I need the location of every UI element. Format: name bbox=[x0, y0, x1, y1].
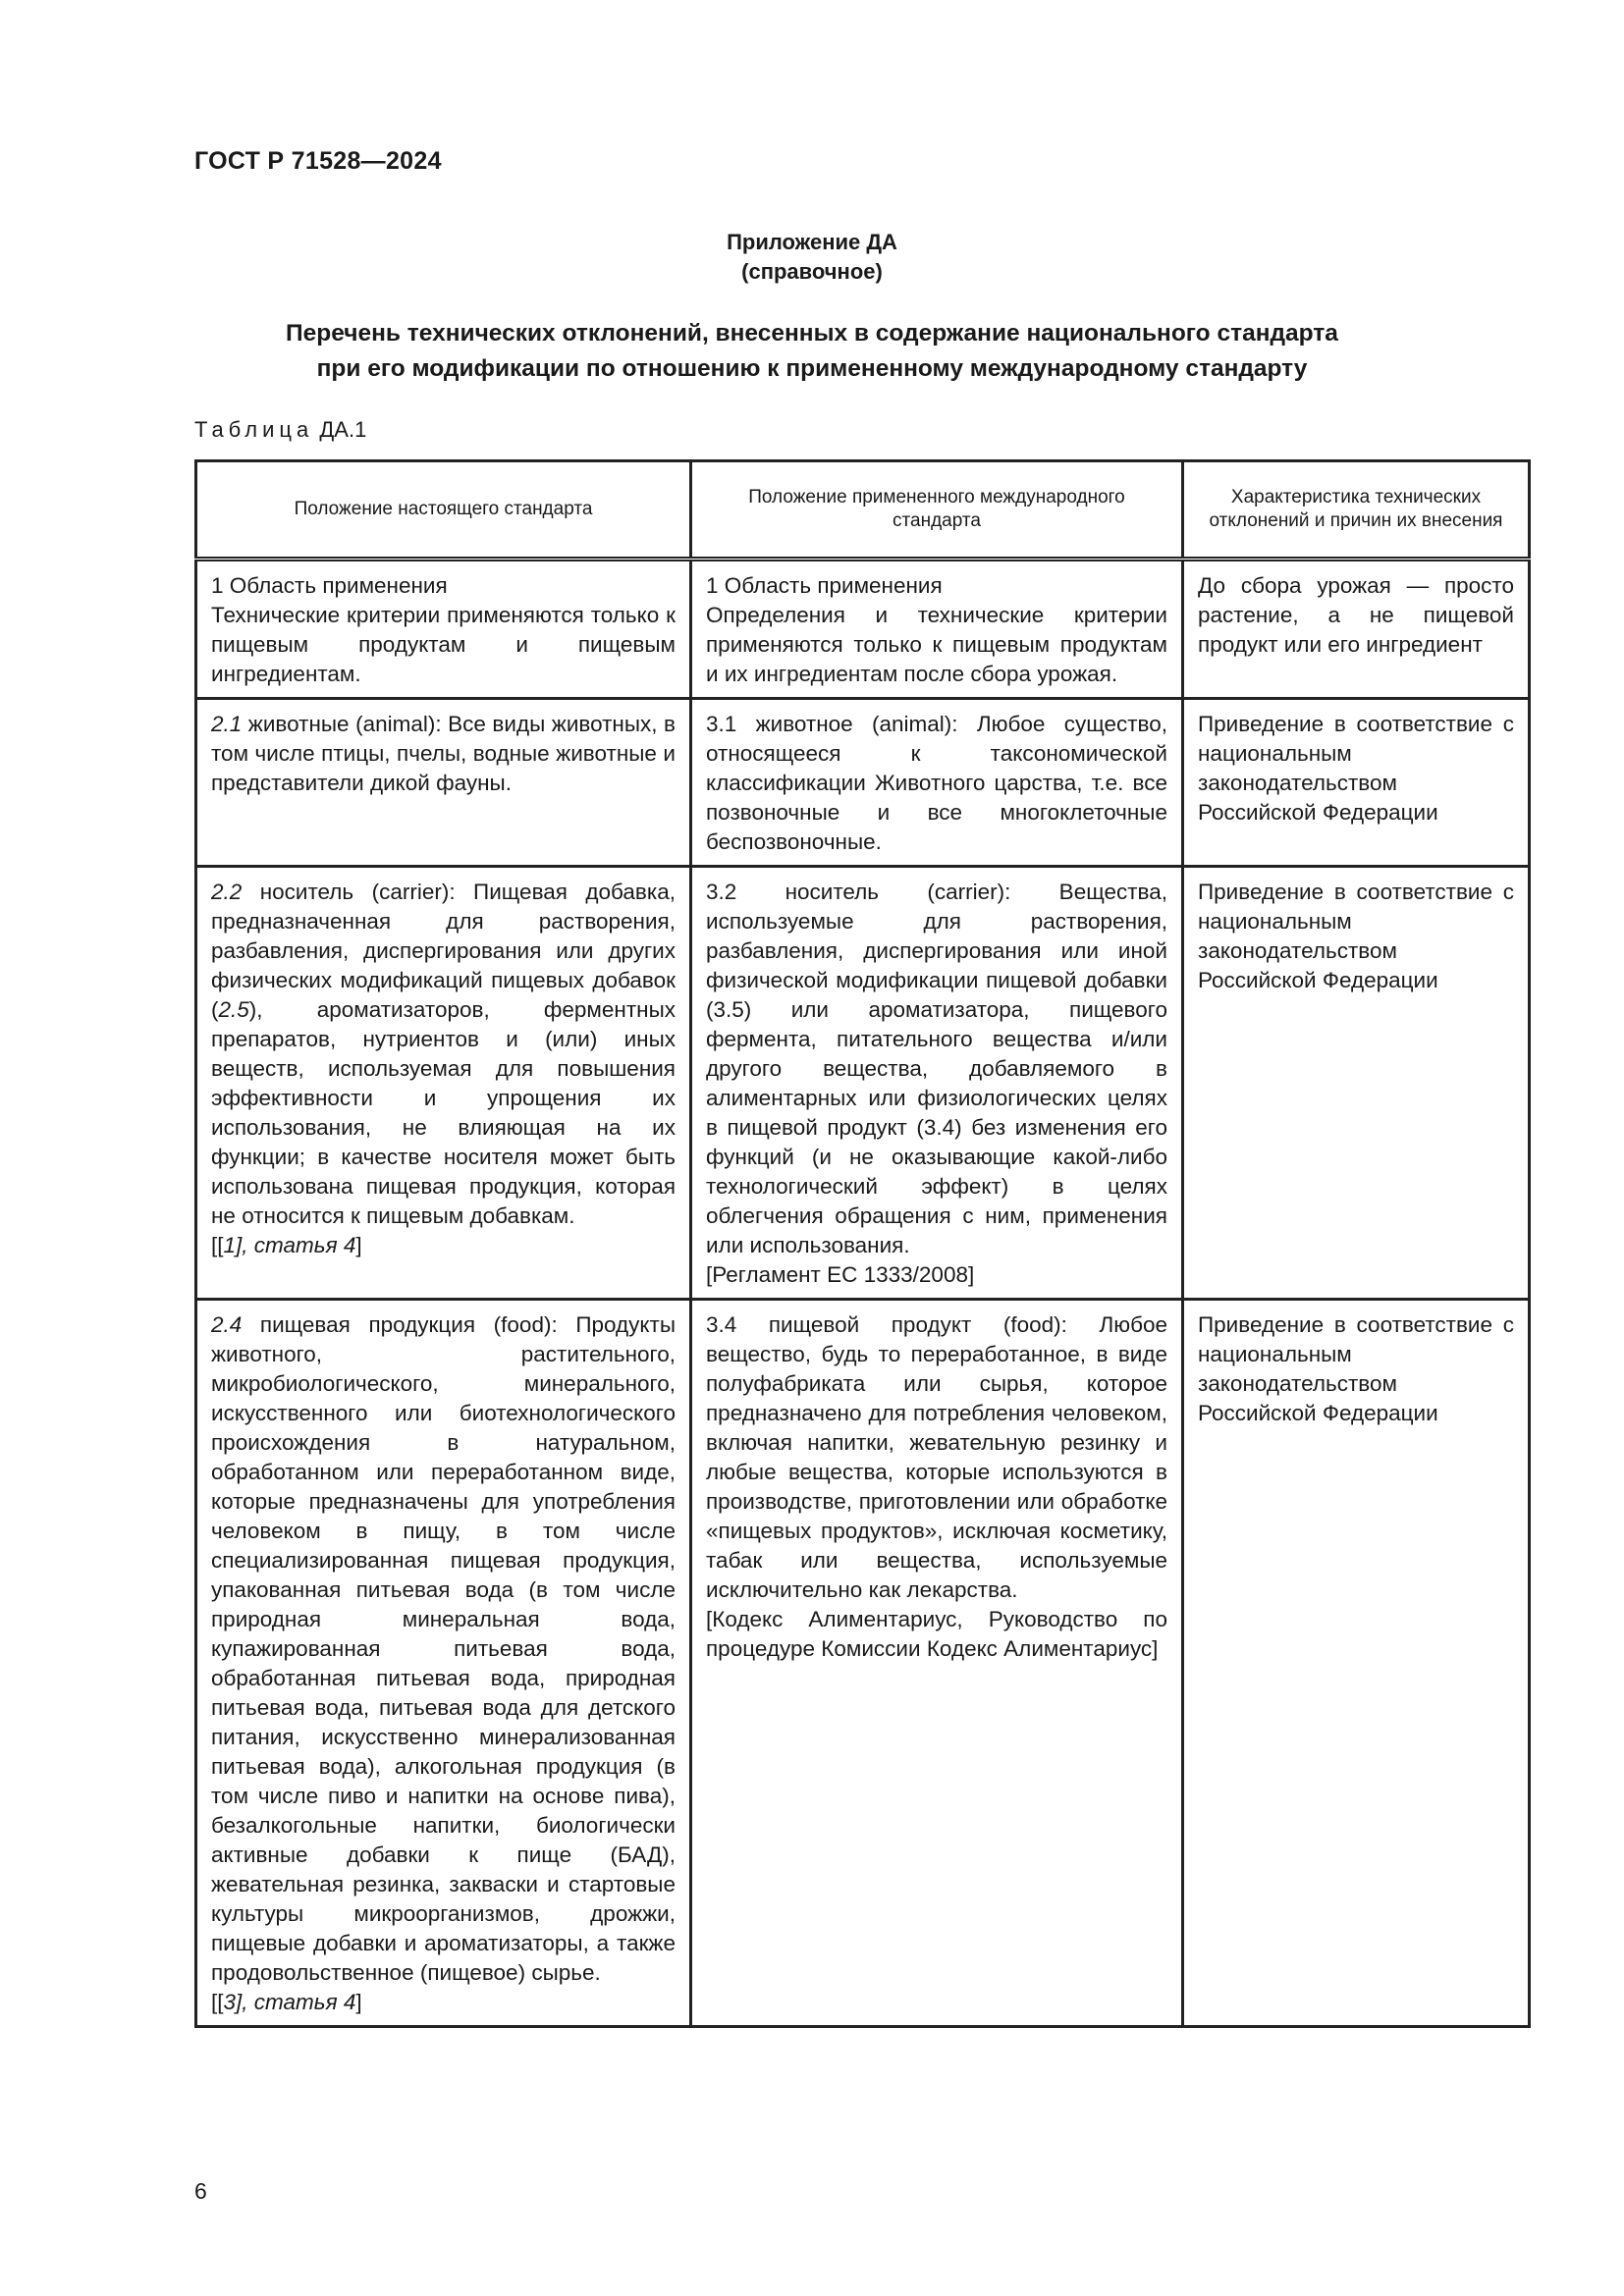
annex-title: Приложение ДА bbox=[727, 230, 897, 254]
citation-reference: 3], статья 4 bbox=[223, 1990, 356, 2014]
cell-text: 1 Область применения bbox=[706, 573, 943, 598]
clause-number: 2.1 bbox=[211, 712, 243, 736]
heading-line-1: Перечень технических отклонений, внесенных в содержание национального стандарта bbox=[286, 320, 1338, 347]
page-number: 6 bbox=[194, 2178, 207, 2204]
table-row bbox=[196, 867, 1530, 1300]
cell-national bbox=[196, 560, 691, 699]
cell-national bbox=[196, 1300, 691, 2027]
cross-reference: 2.5 bbox=[218, 997, 249, 1022]
clause-text: ), ароматизаторов, ферментных препаратов, нутриентов и (или) иных веществ, используемая для повышения эффективности и упрощения их использования, не влияющая на их функции; в качестве носителя может быть использована пищевая продукция, которая не относится к пищевым добавкам. bbox=[211, 997, 676, 1228]
citation-reference: 1], статья 4 bbox=[223, 1233, 356, 1257]
clause-text: пищевая продукция (food): Продукты животного, растительного, микробиологического, минерального, искусственного или биотехнологического происхождения в натуральном, обработанном или переработанном виде, которые предназначены для употребления человеком в пищу, в том числе специализированная пищевая продукция, упакованная питьевая вода (в том числе природная минеральная вода, купажированная питьевая вода, обработанная питьевая вода, природная питьевая вода, питьевая вода для детского питания, искусственно минерализованная питьевая вода), алкогольная продукция (в том числе пиво и напитки на основе пива), безалкогольные напитки, биологически активные добавки к пище (БАД), жевательная резинка, закваски и стартовые культуры микроорганизмов, дрожжи, пищевые добавки и ароматизаторы, а также продовольственное (пищевое) сырье. bbox=[211, 1312, 676, 1985]
cell-international bbox=[691, 867, 1183, 1300]
cell-deviation bbox=[1183, 867, 1530, 1300]
cell-text bbox=[211, 878, 676, 1231]
table-label-number: ДА.1 bbox=[319, 417, 367, 442]
cell-text bbox=[211, 1310, 676, 1988]
cell-international bbox=[691, 1300, 1183, 2027]
table-label-word: Таблица bbox=[194, 417, 314, 442]
table-row bbox=[196, 560, 1530, 699]
cell-deviation bbox=[1183, 699, 1530, 867]
cell-text: [Кодекс Алиментариус, Руководство по процедуре Комиссии Кодекс Алиментариус] bbox=[706, 1607, 1167, 1661]
clause-text: животные (animal): Все виды животных, в том числе птицы, пчелы, водные животные и представители дикой фауны. bbox=[211, 712, 676, 795]
clause-number: 2.4 bbox=[211, 1312, 243, 1337]
heading-line-2: при его модификации по отношению к примененному международному стандарту bbox=[316, 355, 1308, 382]
table-header-row bbox=[196, 461, 1530, 560]
cell-text: Приведение в соответствие с национальным законодательством Российской Федерации bbox=[1198, 1312, 1514, 1425]
cell-text: 3.2 носитель (carrier): Вещества, используемые для растворения, разбавления, диспергирования или иной физической модификации пищевой добавки (3.5) или ароматизатора, пищевого фермента, питательного вещества и/или другого вещества, добавляемого в алиментарных или физиологических целях в пищевой продукт (3.4) без изменения его функций (и не оказывающие какой-либо технологический эффект) в целях облегчения обращения с ним, применения или использования. bbox=[706, 880, 1167, 1257]
cell-text: Определения и технические критерии применяются только к пищевым продуктам и их ингредиентам после сбора урожая. bbox=[706, 603, 1167, 686]
clause-text: носитель (carrier): Пищевая добавка, предназначенная для растворения, разбавления, диспергирования или других физических модификаций пищевых добавок ( bbox=[211, 880, 676, 1022]
citation: [[3], статья 4] bbox=[211, 1990, 362, 2014]
cell-text bbox=[211, 710, 676, 798]
citation: [[1], статья 4] bbox=[211, 1233, 362, 1257]
annex-header bbox=[0, 228, 1624, 287]
table-label bbox=[194, 417, 366, 443]
cell-text: 3.1 животное (animal): Любое существо, относящееся к таксономической классификации Животного царства, т.е. все позвоночные и все многоклеточные беспозвоночные. bbox=[706, 712, 1167, 854]
table-row bbox=[196, 699, 1530, 867]
annex-kind: (справочное) bbox=[741, 259, 883, 284]
column-header-international: Положение примененного международного стандарта bbox=[691, 461, 1183, 560]
cell-text: Приведение в соответствие с национальным законодательством Российской Федерации bbox=[1198, 880, 1514, 992]
annex-heading bbox=[147, 316, 1477, 387]
cell-international bbox=[691, 699, 1183, 867]
cell-national bbox=[196, 867, 691, 1300]
cell-national bbox=[196, 699, 691, 867]
table-row bbox=[196, 1300, 1530, 2027]
cell-international bbox=[691, 560, 1183, 699]
cell-text: До сбора урожая — просто растение, а не пищевой продукт или его ингредиент bbox=[1198, 573, 1514, 657]
cell-deviation bbox=[1183, 560, 1530, 699]
cell-deviation bbox=[1183, 1300, 1530, 2027]
cell-text: 1 Область применения bbox=[211, 573, 448, 598]
column-header-deviation: Характеристика технических отклонений и причин их внесения bbox=[1183, 461, 1530, 560]
cell-text: Технические критерии применяются только к пищевым продуктам и пищевым ингредиентам. bbox=[211, 603, 676, 686]
cell-text: 3.4 пищевой продукт (food): Любое вещество, будь то переработанное, в виде полуфабриката или сырья, которое предназначено для потребления человеком, включая напитки, жевательную резинку и любые вещества, которые используются в производстве, приготовлении или обработке «пищевых продуктов», исключая косметику, табак или вещества, используемые исключительно как лекарства. bbox=[706, 1312, 1167, 1602]
deviations-table bbox=[194, 459, 1531, 2028]
cell-text: Приведение в соответствие с национальным законодательством Российской Федерации bbox=[1198, 712, 1514, 825]
cell-text: [Регламент ЕС 1333/2008] bbox=[706, 1262, 975, 1287]
column-header-national: Положение настоящего стандарта bbox=[196, 461, 691, 560]
document-code: ГОСТ Р 71528—2024 bbox=[194, 147, 442, 175]
clause-number: 2.2 bbox=[211, 880, 243, 904]
